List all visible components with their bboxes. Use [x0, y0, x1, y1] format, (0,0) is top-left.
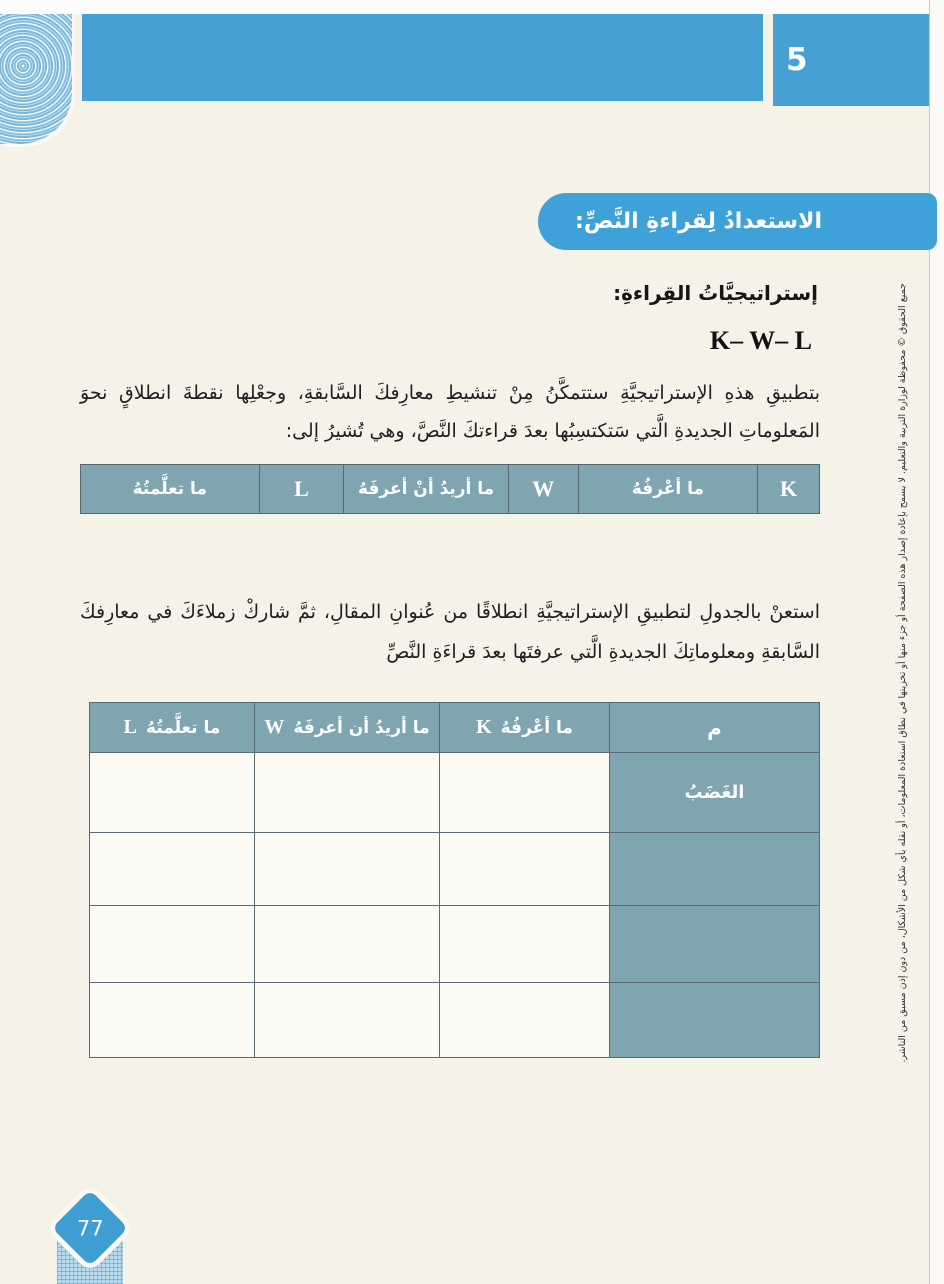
know-blank-cell — [440, 833, 610, 906]
strategy-intro-paragraph — [80, 374, 820, 450]
kwl-cell-know: ما أعْرفُهُ — [578, 465, 758, 513]
learned-blank-cell — [90, 833, 255, 906]
know-blank-cell — [440, 906, 610, 983]
want-blank-cell — [255, 983, 440, 1058]
unit-number: 5 — [786, 42, 808, 78]
table-row — [90, 906, 820, 983]
want-header-letter: W — [264, 716, 285, 738]
kwl-strategy-label: K– W– L — [709, 326, 812, 355]
col-header-learned — [90, 703, 255, 753]
topic-cell-anger: الغَضَبُ — [610, 753, 820, 833]
section-banner — [538, 193, 937, 250]
col-header-topic — [610, 703, 820, 753]
table-row — [90, 833, 820, 906]
table-row — [90, 983, 820, 1058]
want-blank-cell — [255, 833, 440, 906]
know-header-letter: K — [476, 716, 492, 738]
kwl-cell-learned: ما تعلَّمتُهُ — [132, 479, 207, 499]
header-bar — [82, 14, 763, 101]
want-blank-cell — [255, 753, 440, 833]
learned-blank-cell — [90, 753, 255, 833]
topic-header-label: م — [707, 715, 722, 740]
kwl-cell-letter-w: W — [508, 465, 578, 513]
section-banner-title: الاستعدادُ لِقراءةِ النَّصِّ: — [575, 209, 822, 234]
activity-line-2: السَّابقةِ ومعلوماتِكَ الجديدةِ الَّتي عرفتَها بعدَ قراءَةِ النَّصِّ — [386, 641, 820, 663]
intro-line-1: بتطبيقِ هذهِ الإستراتيجيَّةِ ستتمكَّنُ مِنْ تنشيطِ معارِفكَ السَّابقةِ، وجعْلِها نقطةَ انطلاقٍ نحوَ — [80, 382, 820, 404]
col-header-want — [255, 703, 440, 753]
activity-instructions-paragraph — [80, 592, 820, 672]
want-blank-cell — [255, 906, 440, 983]
learned-header-label: ما تعلَّمتُهُ — [145, 718, 221, 738]
corner-texture-decoration — [0, 14, 72, 144]
know-header-label: ما أعْرفُهُ — [500, 718, 573, 738]
kwl-header-table — [80, 464, 820, 514]
activity-table-header-row — [90, 703, 820, 753]
want-header-label: ما أريدُ أن أعرفَهُ — [293, 718, 430, 738]
kwl-cell-letter-l: L — [259, 465, 344, 513]
table-row — [90, 753, 820, 833]
col-header-know — [440, 703, 610, 753]
learned-header-letter: L — [123, 716, 137, 738]
know-blank-cell — [440, 753, 610, 833]
topic-cell — [610, 906, 820, 983]
learned-blank-cell — [90, 906, 255, 983]
page-number: 77 — [76, 1215, 104, 1240]
kwl-activity-table — [89, 702, 820, 1058]
learned-blank-cell — [90, 983, 255, 1058]
kwl-cell-letter-k: K — [757, 465, 819, 513]
copyright-sidebar-text: جميع الحقوق © محفوظة لوزارة التربية والتعليم. لا يسمح بإعادة إصدار هذه الصفحة أو جزء منها أو تخزينها في نطاق استعادة المعلومات، أو نقله بأي شكل من الأشكال، من دون إذن مسبق من الناشر. — [897, 283, 908, 1063]
reading-strategies-heading: إستراتيجيَّاتُ القِراءةِ: — [613, 281, 818, 305]
intro-line-2: المَعلوماتِ الجديدةِ الَّتي سَتكتسِبُها بعدَ قراءتكَ النَّصَّ، وهي تُشيرُ إلى: — [285, 420, 820, 442]
right-scan-margin — [930, 0, 944, 1284]
topic-cell — [610, 833, 820, 906]
activity-line-1: استعنْ بالجدولِ لتطبيقِ الإستراتيجيَّةِ انطلاقًا من عُنوانِ المقالِ، ثمَّ شاركْ زملاءَكَ في معارِفكَ — [80, 601, 820, 623]
topic-cell — [610, 983, 820, 1058]
header-bar-unit-block — [773, 14, 934, 106]
kwl-cell-want: ما أريدُ أنْ أعرفَهُ — [343, 465, 508, 513]
top-scan-margin — [0, 0, 944, 14]
know-blank-cell — [440, 983, 610, 1058]
